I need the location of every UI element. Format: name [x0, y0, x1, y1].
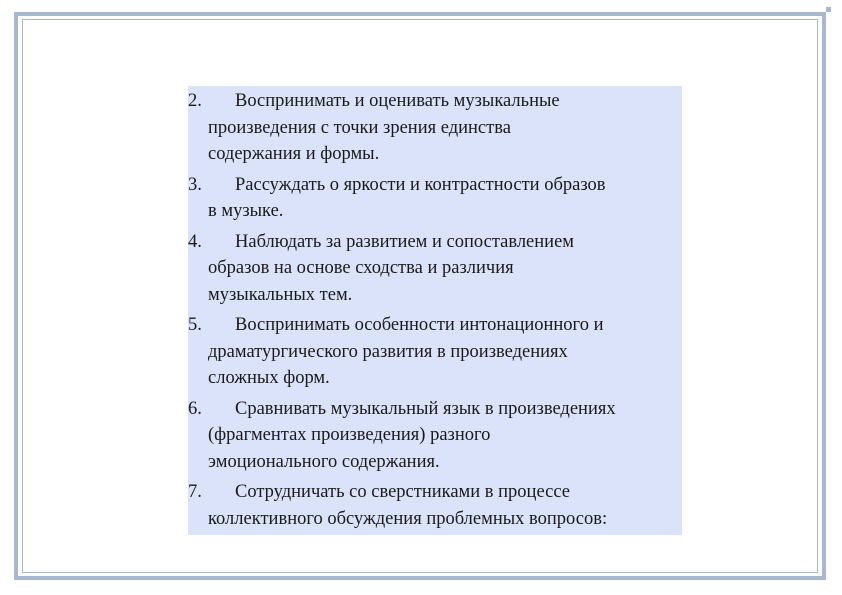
list-item-text: Рассуждать о яркости и контрастности образов в музыке. [208, 174, 606, 221]
list-item-number: 2. [188, 91, 202, 111]
list-item [188, 312, 682, 392]
list-item-text: Сотрудничать со сверстниками в процессе коллективного обсуждения проблемных вопросов: [208, 482, 608, 529]
list-item [188, 396, 682, 476]
list-item-number: 7. [188, 482, 202, 502]
list-item [188, 479, 682, 532]
list-item-number: 4. [188, 231, 202, 252]
list-item-text: Воспринимать и оценивать музыкальные произведения с точки зрения единства содержания и формы. [208, 91, 560, 164]
list-item-number: 6. [188, 398, 202, 419]
list-item-number: 3. [188, 174, 202, 195]
content-list [188, 86, 682, 535]
list-item-text: Воспринимать особенности интонационного и драматургического развития в произведениях сложных форм. [208, 315, 604, 388]
list-item [188, 88, 682, 168]
frame-corner-mark [826, 7, 831, 12]
list-item-number: 5. [188, 315, 202, 335]
list-item-text: Наблюдать за развитием и сопоставлением образов на основе сходства и различия музыкальных тем. [208, 231, 574, 305]
list-item [188, 172, 682, 225]
list-item-text: Сравнивать музыкальный язык в произведениях (фрагментах произведения) разного эмоционального содержания. [208, 398, 616, 472]
list-item [188, 229, 682, 309]
